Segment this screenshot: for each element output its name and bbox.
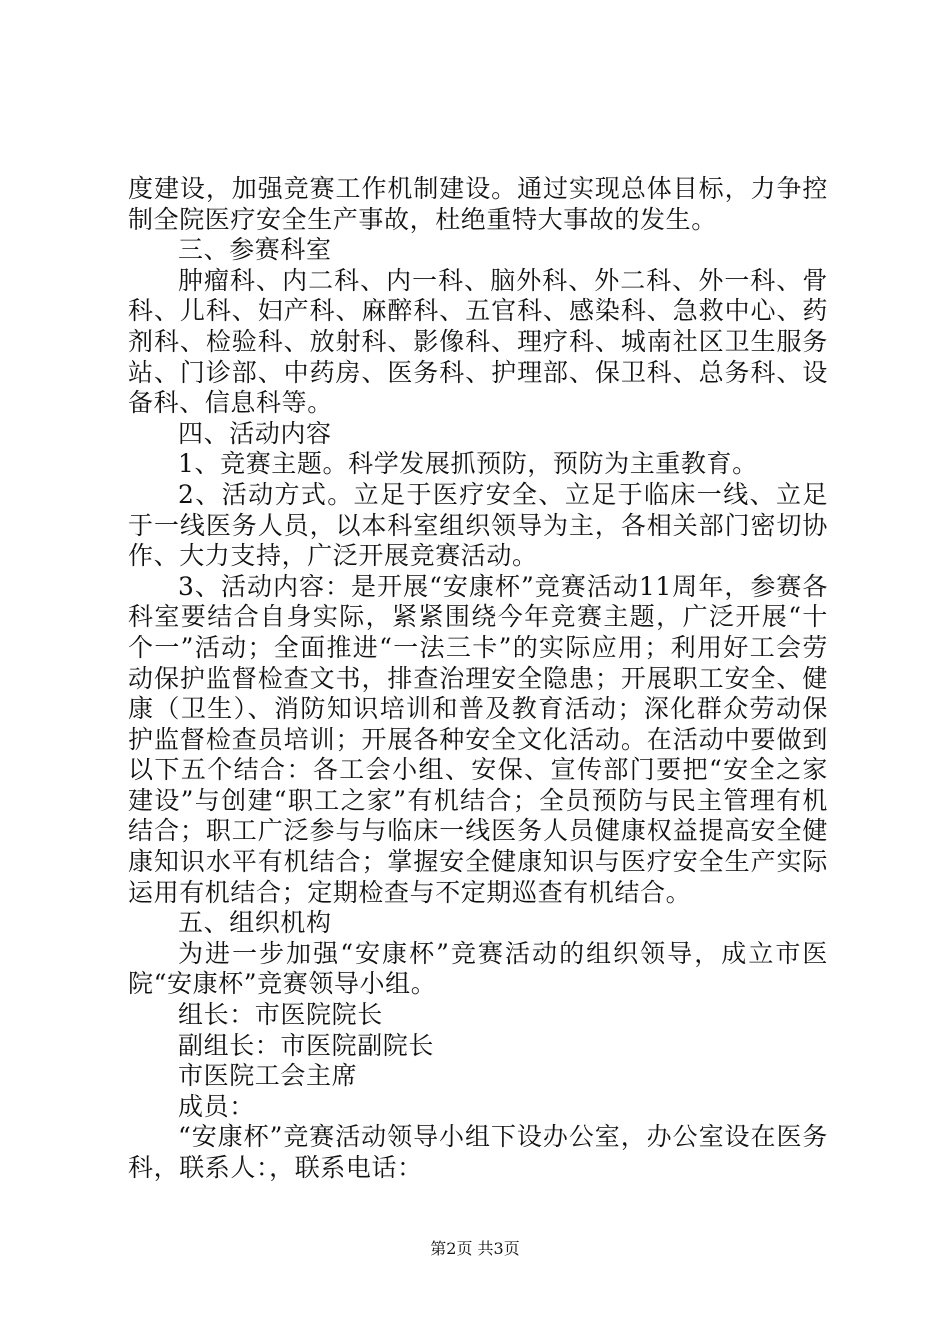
heading-activity-content: 四、活动内容 (178, 418, 332, 448)
paragraph-deputy-leader: 副组长：市医院副院长 (178, 1030, 435, 1060)
paragraph-union-chair: 市医院工会主席 (178, 1061, 358, 1091)
paragraph-leadership-group: 为进一步加强“安康杯”竞赛活动的组织领导，成立市医院“安康杯”竞赛领导小组。 (128, 938, 828, 999)
paragraph-members: 成员： (178, 1091, 255, 1121)
paragraph-department-list: 肿瘤科、内二科、内一科、脑外科、外二科、外一科、骨科、儿科、妇产科、麻醉科、五官科、感染科、急救中心、药剂科、检验科、放射科、影像科、理疗科、城南社区卫生服务站、门诊部、中药房、医务科、护理部、保卫科、总务科、设备科、信息科等。 (128, 265, 828, 418)
paragraph-competition-theme: 1、竞赛主题。科学发展抓预防，预防为主重教育。 (178, 449, 758, 479)
paragraph-group-leader: 组长：市医院院长 (178, 1000, 383, 1030)
document-body (128, 174, 828, 1184)
paragraph-activity-details: 3、活动内容：是开展“安康杯”竞赛活动11周年，参赛各科室要结合自身实际，紧紧围绕今年竞赛主题，广泛开展“十个一”活动；全面推进“一法三卡”的实际应用；利用好工会劳动保护监督检查文书，排查治理安全隐患；开展职工安全、健康（卫生）、消防知识培训和普及教育活动；深化群众劳动保护监督检查员培训；开展各种安全文化活动。在活动中要做到以下五个结合：各工会小组、安保、宣传部门要把“安全之家建设”与创建“职工之家”有机结合；全员预防与民主管理有机结合；职工广泛参与与临床一线医务人员健康权益提高安全健康知识水平有机结合；掌握安全健康知识与医疗安全生产实际运用有机结合；定期检查与不定期巡查有机结合。 (128, 571, 828, 907)
page-number-footer: 第2页 共3页 (430, 1239, 520, 1258)
paragraph-continuation: 度建设，加强竞赛工作机制建设。通过实现总体目标，力争控制全院医疗安全生产事故，杜绝重特大事故的发生。 (128, 174, 828, 234)
heading-organization: 五、组织机构 (178, 908, 332, 938)
paragraph-office-contact: “安康杯”竞赛活动领导小组下设办公室，办公室设在医务科，联系人：，联系电话： (128, 1122, 828, 1182)
heading-participating-departments: 三、参赛科室 (178, 235, 332, 265)
paragraph-activity-method: 2、活动方式。立足于医疗安全、立足于临床一线、立足于一线医务人员，以本科室组织领导为主，各相关部门密切协作、大力支持，广泛开展竞赛活动。 (128, 479, 828, 571)
